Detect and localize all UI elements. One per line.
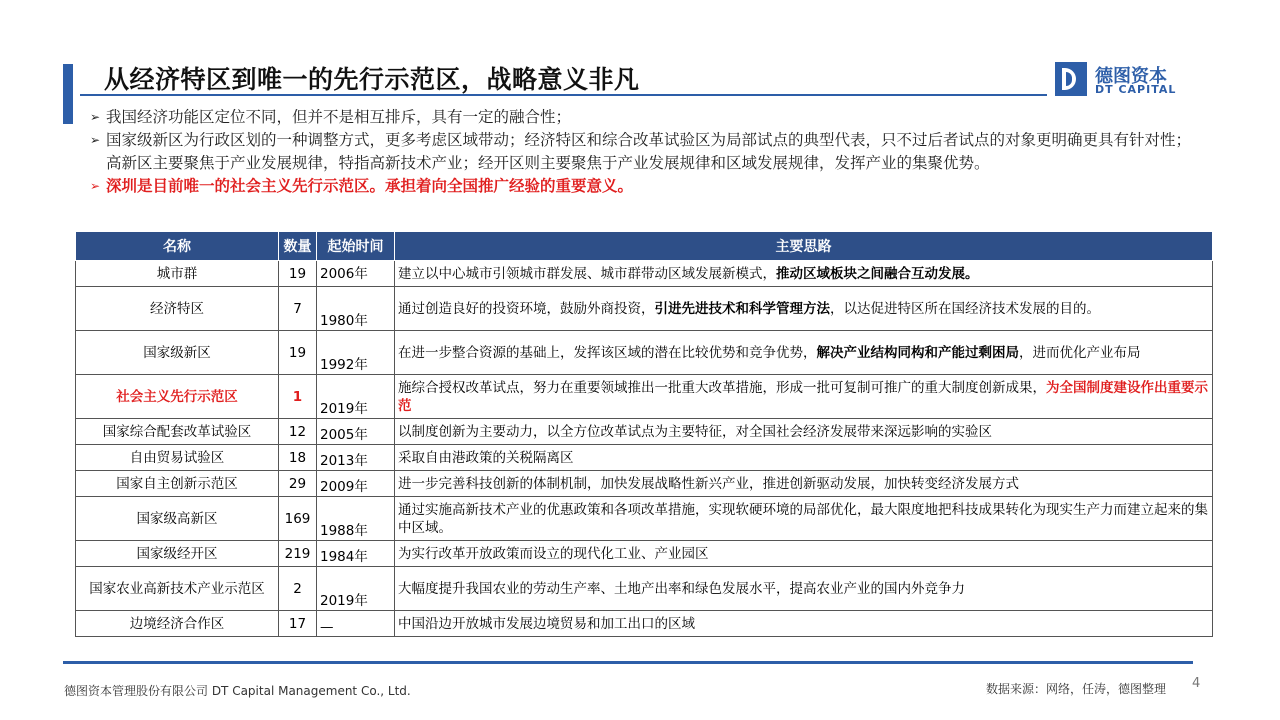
arrow-bullet-icon: ➢ [90,133,101,147]
cell-start: — [317,611,395,637]
logo-text-cn: 德图资本 [1095,66,1167,87]
bullet-item-highlight: ➢ 深圳是目前唯一的社会主义先行示范区。承担着向全国推广经验的重要意义。 [90,175,1200,198]
table-row [76,471,1213,497]
cell-name: 国家综合配套改革试验区 [76,419,279,445]
function-zone-table [75,231,1213,637]
company-logo [1055,62,1185,98]
cell-count: 1 [279,375,317,419]
cell-idea [395,445,1213,471]
idea-text: 进一步完善科技创新的体制机制，加快发展战略性新兴产业，推进创新驱动发展，加快转变经济发展方式 [398,475,1019,492]
idea-text: 通过创造良好的投资环境，鼓励外商投资， [398,300,655,317]
cell-idea [395,287,1213,331]
cell-idea [395,471,1213,497]
cell-start: 2005年 [317,419,395,445]
cell-count: 18 [279,445,317,471]
idea-highlight: 解决产业结构同构和产能过剩困局 [816,344,1019,361]
cell-idea [395,611,1213,637]
cell-start: 1992年 [317,331,395,375]
cell-idea [395,497,1213,541]
cell-idea [395,541,1213,567]
footer-source: 数据来源：网络，任涛，德图整理 [986,682,1167,696]
idea-text-tail: ，以达促进特区所在国经济技术发展的目的。 [830,300,1100,317]
title-underline [80,94,1047,96]
page-title: 从经济特区到唯一的先行示范区，战略意义非凡 [104,65,640,94]
cell-start: 2019年 [317,375,395,419]
cell-start: 1980年 [317,287,395,331]
idea-text: 采取自由港政策的关税隔离区 [398,449,574,466]
title-accent-bar [63,64,73,124]
cell-idea [395,567,1213,611]
table-row [76,445,1213,471]
cell-count: 17 [279,611,317,637]
table-header-row [76,232,1213,261]
table-row [76,611,1213,637]
idea-text: 大幅度提升我国农业的劳动生产率、土地产出率和绿色发展水平，提高农业产业的国内外竞争力 [398,580,965,597]
header-name: 名称 [76,232,279,261]
table-row [76,261,1213,287]
cell-name: 经济特区 [76,287,279,331]
idea-highlight: 引进先进技术和科学管理方法 [654,300,830,317]
idea-text: 为实行改革开放政策而设立的现代化工业、产业园区 [398,545,709,562]
table-row [76,419,1213,445]
table-row [76,567,1213,611]
table-row [76,541,1213,567]
cell-count: 29 [279,471,317,497]
cell-count: 12 [279,419,317,445]
cell-start: 2013年 [317,445,395,471]
cell-count: 169 [279,497,317,541]
cell-idea [395,419,1213,445]
footer-rule [63,661,1193,664]
cell-idea [395,375,1213,419]
page-number: 4 [1192,676,1201,691]
cell-name: 国家农业高新技术产业示范区 [76,567,279,611]
cell-start: 2006年 [317,261,395,287]
table-row [76,287,1213,331]
cell-count: 19 [279,261,317,287]
cell-start: 1988年 [317,497,395,541]
cell-name: 边境经济合作区 [76,611,279,637]
bullet-item: ➢ 国家级新区为行政区划的一种调整方式，更多考虑区域带动；经济特区和综合改革试验区为局部试点的典型代表，只不过后者试点的对象更明确更具有针对性；高新区主要聚焦于产业发展规律，特指高新技术产业；经开区则主要聚焦于产业发展规律和区域发展规律，发挥产业的集聚优势。 [90,131,1192,172]
cell-name: 国家级新区 [76,331,279,375]
logo-text-en: DT CAPITAL [1095,83,1177,96]
bullet-item: ➢ 我国经济功能区定位不同，但并不是相互排斥，具有一定的融合性； [90,106,1200,129]
header-idea: 主要思路 [395,232,1213,261]
cell-count: 219 [279,541,317,567]
bullet-list [90,106,1200,198]
table-row [76,375,1213,419]
cell-count: 7 [279,287,317,331]
header-count: 数量 [279,232,317,261]
table-row [76,331,1213,375]
cell-name: 国家级经开区 [76,541,279,567]
cell-start: 1984年 [317,541,395,567]
idea-text: 建立以中心城市引领城市群发展、城市群带动区域发展新模式， [398,265,776,282]
arrow-bullet-icon: ➢ [90,110,101,124]
idea-highlight: 推动区域板块之间融合互动发展。 [776,265,979,282]
cell-count: 19 [279,331,317,375]
cell-name: 社会主义先行示范区 [76,375,279,419]
idea-text: 通过实施高新技术产业的优惠政策和各项改革措施，实现软硬环境的局部优化，最大限度地把科技成果转化为现实生产力而建立起来的集中区域。 [398,501,1208,536]
cell-idea [395,331,1213,375]
table-row [76,497,1213,541]
cell-start: 2019年 [317,567,395,611]
idea-text: 在进一步整合资源的基础上，发挥该区域的潜在比较优势和竞争优势， [398,344,817,361]
arrow-bullet-icon: ➢ [90,179,101,193]
idea-text: 中国沿边开放城市发展边境贸易和加工出口的区域 [398,615,695,632]
footer-company: 德图资本管理股份有限公司 DT Capital Management Co., Ltd. [64,684,411,698]
cell-start: 2009年 [317,471,395,497]
idea-text: 以制度创新为主要动力，以全方位改革试点为主要特征，对全国社会经济发展带来深远影响的实验区 [398,423,992,440]
cell-name: 自由贸易试验区 [76,445,279,471]
logo-d-icon [1055,62,1087,96]
cell-count: 2 [279,567,317,611]
cell-name: 国家级高新区 [76,497,279,541]
idea-text: 施综合授权改革试点，努力在重要领域推出一批重大改革措施，形成一批可复制可推广的重大制度创新成果， [398,379,1046,396]
cell-idea [395,261,1213,287]
header-start: 起始时间 [317,232,395,261]
idea-text-tail: ，进而优化产业布局 [1019,344,1141,361]
cell-name: 城市群 [76,261,279,287]
cell-name: 国家自主创新示范区 [76,471,279,497]
idea-highlight: 为全国制度建设作出重要示范 [398,379,1208,414]
